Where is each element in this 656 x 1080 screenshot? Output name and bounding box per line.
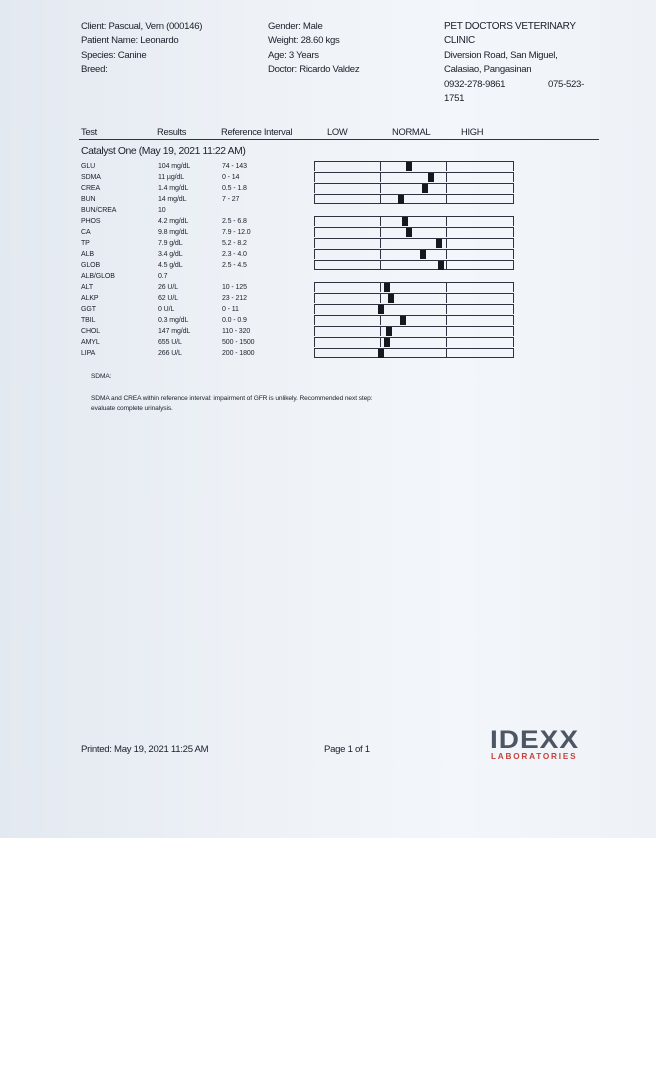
result-test-name: GLU <box>81 163 96 170</box>
result-test-name: TBIL <box>81 317 96 324</box>
gauge-marker <box>398 195 404 204</box>
result-reference: 0 - 14 <box>222 174 240 181</box>
logo-wordmark: IDEXX <box>490 726 580 754</box>
result-test-name: SDMA <box>81 174 101 181</box>
gauge-separator <box>446 294 447 303</box>
result-value: 9.8 mg/dL <box>158 229 189 236</box>
gauge-marker <box>400 316 406 325</box>
clinic-phone-2: 075-523- <box>547 78 584 90</box>
gauge-separator <box>446 250 447 259</box>
gauge-separator <box>446 283 447 292</box>
result-test-name: BUN <box>81 196 96 203</box>
header-divider <box>79 139 599 140</box>
gauge-separator <box>380 217 381 226</box>
result-value: 11 µg/dL <box>158 174 185 181</box>
result-value: 10 <box>158 207 166 214</box>
result-reference: 2.5 - 6.8 <box>222 218 247 225</box>
result-test-name: GLOB <box>81 262 101 269</box>
result-gauge <box>314 348 514 358</box>
page-number: Page 1 of 1 <box>324 744 370 755</box>
result-gauge <box>314 282 514 292</box>
result-gauge <box>314 183 514 193</box>
gauge-separator <box>380 327 381 336</box>
result-value: 266 U/L <box>158 350 182 357</box>
client-name: Client: Pascual, Vern (000146) <box>81 21 203 32</box>
result-gauge <box>314 238 514 248</box>
gauge-separator <box>446 184 447 193</box>
gauge-marker <box>388 294 394 303</box>
result-gauge <box>314 293 514 303</box>
gauge-separator <box>446 239 447 248</box>
gauge-separator <box>446 327 447 336</box>
result-gauge <box>314 161 514 171</box>
result-reference: 10 - 125 <box>222 284 247 291</box>
result-reference: 0.5 - 1.8 <box>222 185 247 192</box>
gauge-separator <box>446 316 447 325</box>
result-test-name: CA <box>81 229 91 236</box>
result-test-name: AMYL <box>81 339 100 346</box>
result-value: 7.9 g/dL <box>158 240 183 247</box>
gauge-marker <box>422 184 428 193</box>
age: Age: 3 Years <box>268 49 319 61</box>
result-test-name: CREA <box>81 185 101 192</box>
gauge-separator <box>380 195 381 203</box>
gauge-separator <box>380 162 381 171</box>
gauge-separator <box>380 184 381 193</box>
note-line-2: evaluate complete urinalysis. <box>91 405 173 412</box>
result-reference: 74 - 143 <box>222 163 247 170</box>
note-line-1: SDMA and CREA within reference interval: impairment of GFR is unlikely. Recommended next step: <box>91 395 373 402</box>
result-reference: 2.3 - 4.0 <box>222 251 247 258</box>
gauge-marker <box>378 305 384 314</box>
result-test-name: ALT <box>81 284 94 291</box>
column-low: LOW <box>327 126 348 137</box>
result-reference: 23 - 212 <box>222 295 247 302</box>
result-gauge <box>314 172 514 182</box>
gauge-marker <box>436 239 442 248</box>
patient-vitals <box>268 20 359 78</box>
result-gauge <box>314 194 514 204</box>
gender: Gender: Male <box>268 21 323 32</box>
gauge-separator <box>446 228 447 237</box>
weight: Weight: 28.60 kgs <box>268 35 340 47</box>
result-test-name: GGT <box>81 306 96 313</box>
gauge-separator <box>446 195 447 203</box>
clinic-address-line2: Calasiao, Pangasinan <box>444 64 532 76</box>
result-value: 0.7 <box>158 273 168 280</box>
result-gauge <box>314 326 514 336</box>
clinic-address-line1: Diversion Road, San Miguel, <box>444 49 558 61</box>
gauge-marker <box>384 338 390 347</box>
result-value: 62 U/L <box>158 295 179 302</box>
doctor: Doctor: Ricardo Valdez <box>268 64 360 76</box>
result-gauge <box>314 315 514 325</box>
species: Species: Canine <box>81 49 147 61</box>
gauge-separator <box>380 294 381 303</box>
gauge-separator <box>446 162 447 171</box>
result-value: 26 U/L <box>158 284 179 291</box>
gauge-marker <box>438 261 444 270</box>
result-value: 4.5 g/dL <box>158 262 183 269</box>
section-title: Catalyst One (May 19, 2021 11:22 AM) <box>81 146 246 157</box>
clinic-info <box>444 20 594 106</box>
column-reference: Reference Interval <box>221 126 293 137</box>
result-value: 0 U/L <box>158 306 175 313</box>
result-value: 4.2 mg/dL <box>158 218 189 225</box>
printed-timestamp: Printed: May 19, 2021 11:25 AM <box>81 744 209 755</box>
result-reference: 7 - 27 <box>222 196 240 203</box>
note-label: SDMA: <box>91 373 112 380</box>
gauge-separator <box>446 173 447 182</box>
result-reference: 0.0 - 0.9 <box>222 317 247 324</box>
gauge-marker <box>406 228 412 237</box>
result-test-name: PHOS <box>81 218 101 225</box>
result-gauge <box>314 227 514 237</box>
clinic-phone-2-cont: 1751 <box>444 93 465 105</box>
column-results: Results <box>157 126 187 137</box>
result-test-name: LIPA <box>81 350 96 357</box>
clinic-name-line1: PET DOCTORS VETERINARY <box>444 21 576 32</box>
result-reference: 5.2 - 8.2 <box>222 240 247 247</box>
gauge-separator <box>380 338 381 347</box>
result-value: 655 U/L <box>158 339 182 346</box>
gauge-marker <box>378 349 384 358</box>
breed: Breed: <box>81 64 108 76</box>
gauge-marker <box>386 327 392 336</box>
result-gauge <box>314 260 514 270</box>
gauge-separator <box>380 173 381 182</box>
result-value: 147 mg/dL <box>158 328 191 335</box>
gauge-marker <box>420 250 426 259</box>
gauge-separator <box>446 338 447 347</box>
gauge-separator <box>446 305 447 314</box>
result-reference: 110 - 320 <box>222 328 251 335</box>
column-test: Test <box>81 126 97 137</box>
result-test-name: TP <box>81 240 90 247</box>
result-test-name: ALKP <box>81 295 99 302</box>
gauge-marker <box>384 283 390 292</box>
result-test-name: BUN/CREA <box>81 207 117 214</box>
gauge-separator <box>380 316 381 325</box>
patient-info <box>81 20 202 78</box>
result-reference: 500 - 1500 <box>222 339 255 346</box>
result-reference: 7.9 - 12.0 <box>222 229 251 236</box>
result-value: 0.3 mg/dL <box>158 317 189 324</box>
gauge-separator <box>380 228 381 237</box>
column-normal: NORMAL <box>392 126 431 137</box>
result-gauge <box>314 249 514 259</box>
result-value: 1.4 mg/dL <box>158 185 189 192</box>
result-test-name: ALB <box>81 251 94 258</box>
result-test-name: CHOL <box>81 328 101 335</box>
result-value: 104 mg/dL <box>158 163 191 170</box>
gauge-marker <box>402 217 408 226</box>
gauge-marker <box>406 162 412 171</box>
idexx-logo <box>490 726 602 766</box>
clinic-phone-1: 0932-278-9861 <box>444 78 506 90</box>
gauge-separator <box>446 217 447 226</box>
result-gauge <box>314 337 514 347</box>
clinic-name-line2: CLINIC <box>444 35 475 47</box>
result-reference: 200 - 1800 <box>222 350 255 357</box>
gauge-separator <box>380 283 381 292</box>
result-gauge <box>314 304 514 314</box>
result-value: 3.4 g/dL <box>158 251 183 258</box>
gauge-separator <box>446 349 447 357</box>
result-reference: 0 - 11 <box>222 306 239 313</box>
gauge-marker <box>428 173 434 182</box>
result-gauge <box>314 216 514 226</box>
gauge-separator <box>380 261 381 269</box>
result-test-name: ALB/GLOB <box>81 273 115 280</box>
gauge-separator <box>380 239 381 248</box>
result-value: 14 mg/dL <box>158 196 187 203</box>
patient-name: Patient Name: Leonardo <box>81 35 179 47</box>
gauge-separator <box>380 250 381 259</box>
result-reference: 2.5 - 4.5 <box>222 262 247 269</box>
gauge-separator <box>446 261 447 269</box>
logo-subtitle: LABORATORIES <box>491 752 578 761</box>
column-high: HIGH <box>461 126 484 137</box>
